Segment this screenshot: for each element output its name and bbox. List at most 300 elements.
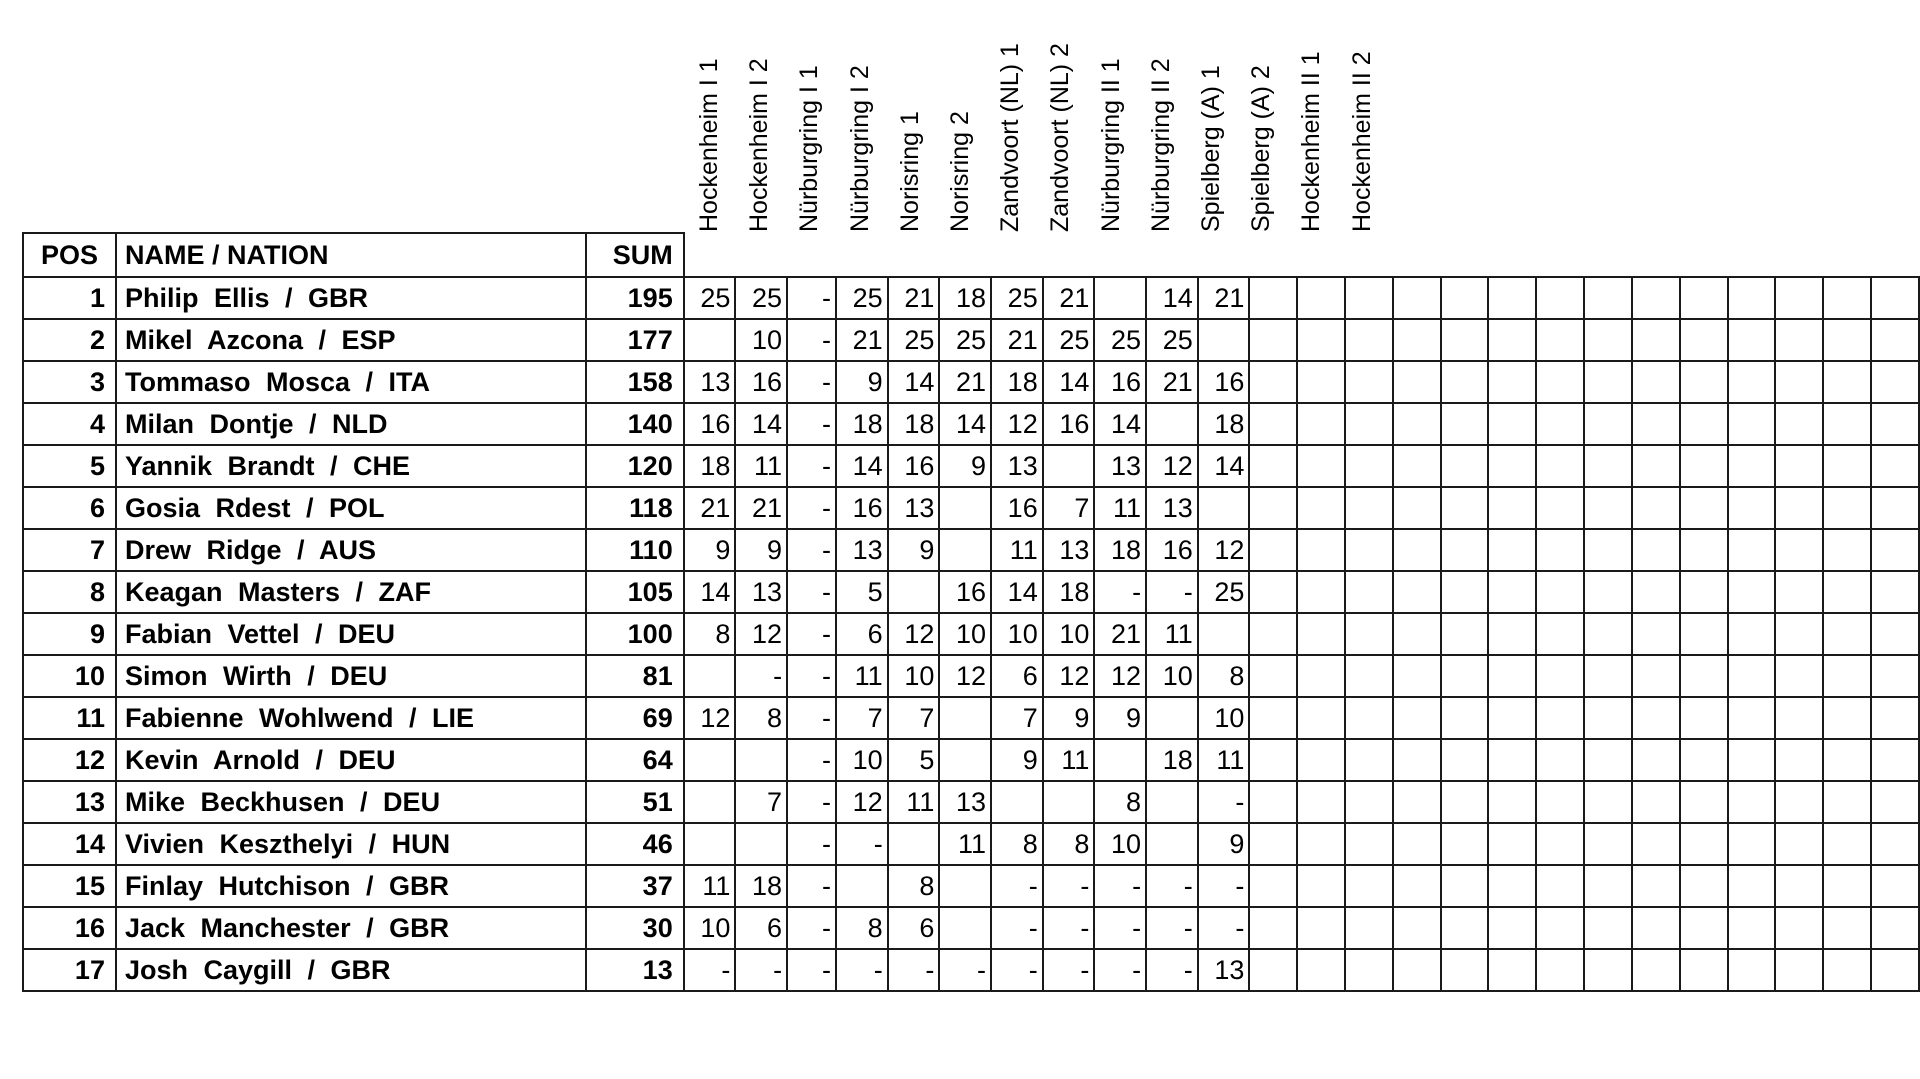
race-header-cell bbox=[735, 233, 787, 277]
race-result-cell: 7 bbox=[836, 697, 888, 739]
race-result-cell: 11 bbox=[1198, 739, 1250, 781]
race-result-cell bbox=[1823, 277, 1871, 319]
race-result-cell bbox=[1680, 487, 1728, 529]
race-result-cell bbox=[1345, 949, 1393, 991]
race-result-cell bbox=[888, 823, 940, 865]
race-result-cell bbox=[1775, 571, 1823, 613]
race-result-cell: - bbox=[1198, 781, 1250, 823]
race-column-label bbox=[1196, 32, 1230, 262]
race-result-cell: 12 bbox=[888, 613, 940, 655]
race-result-cell: 25 bbox=[991, 277, 1043, 319]
race-result-cell bbox=[1297, 907, 1345, 949]
driver-name-cell: Kevin Arnold / DEU bbox=[116, 739, 586, 781]
race-result-cell: 13 bbox=[888, 487, 940, 529]
race-result-cell: 21 bbox=[1043, 277, 1095, 319]
race-header-cell bbox=[1823, 233, 1871, 277]
race-result-cell bbox=[1297, 571, 1345, 613]
race-result-cell bbox=[1441, 697, 1489, 739]
race-result-cell bbox=[1297, 949, 1345, 991]
race-result-cell bbox=[1775, 403, 1823, 445]
race-result-cell bbox=[1297, 361, 1345, 403]
race-result-cell bbox=[1775, 361, 1823, 403]
race-result-cell bbox=[1871, 571, 1919, 613]
race-result-cell: - bbox=[787, 613, 836, 655]
race-result-cell bbox=[1584, 361, 1632, 403]
race-result-cell: 16 bbox=[888, 445, 940, 487]
race-result-cell: 8 bbox=[684, 613, 736, 655]
race-result-cell bbox=[1441, 655, 1489, 697]
race-result-cell: 7 bbox=[735, 781, 787, 823]
name-nation-header: NAME / NATION bbox=[116, 233, 586, 277]
position-cell: 8 bbox=[23, 571, 116, 613]
race-header-cell bbox=[1345, 233, 1393, 277]
race-result-cell: 14 bbox=[836, 445, 888, 487]
race-result-cell bbox=[1345, 571, 1393, 613]
race-result-cell bbox=[1680, 655, 1728, 697]
race-result-cell: 10 bbox=[735, 319, 787, 361]
driver-name-cell: Mikel Azcona / ESP bbox=[116, 319, 586, 361]
race-result-cell bbox=[1871, 445, 1919, 487]
race-header-cell bbox=[1584, 233, 1632, 277]
race-result-cell bbox=[1680, 445, 1728, 487]
race-result-cell bbox=[684, 823, 736, 865]
race-result-cell: 25 bbox=[888, 319, 940, 361]
race-column-label-text: Spielberg (A) 1 bbox=[1197, 65, 1225, 232]
race-result-cell: 21 bbox=[888, 277, 940, 319]
race-result-cell bbox=[1536, 403, 1584, 445]
position-cell: 11 bbox=[23, 697, 116, 739]
race-result-cell: 25 bbox=[1094, 319, 1146, 361]
race-result-cell bbox=[1249, 487, 1297, 529]
race-result-cell bbox=[1536, 781, 1584, 823]
race-result-cell bbox=[1775, 445, 1823, 487]
race-column-label bbox=[945, 32, 979, 262]
race-result-cell bbox=[1728, 697, 1776, 739]
race-result-cell bbox=[1632, 823, 1680, 865]
race-result-cell: 13 bbox=[1094, 445, 1146, 487]
race-result-cell: 11 bbox=[1043, 739, 1095, 781]
race-result-cell bbox=[1536, 277, 1584, 319]
race-result-cell bbox=[1871, 781, 1919, 823]
race-result-cell bbox=[1728, 823, 1776, 865]
race-result-cell bbox=[1536, 655, 1584, 697]
race-result-cell bbox=[1632, 529, 1680, 571]
race-result-cell bbox=[1393, 487, 1441, 529]
race-result-cell bbox=[1297, 319, 1345, 361]
race-result-cell bbox=[1823, 487, 1871, 529]
race-result-cell: 12 bbox=[684, 697, 736, 739]
race-result-cell bbox=[1488, 823, 1536, 865]
race-result-cell bbox=[1823, 361, 1871, 403]
race-header-cell bbox=[1680, 233, 1728, 277]
points-sum-cell: 158 bbox=[586, 361, 684, 403]
race-result-cell bbox=[1775, 949, 1823, 991]
race-result-cell: - bbox=[1094, 949, 1146, 991]
race-header-cell bbox=[1043, 233, 1095, 277]
race-result-cell bbox=[1871, 865, 1919, 907]
race-result-cell bbox=[1297, 445, 1345, 487]
race-result-cell bbox=[1297, 823, 1345, 865]
race-result-cell: - bbox=[991, 865, 1043, 907]
race-result-cell: 6 bbox=[836, 613, 888, 655]
race-result-cell bbox=[1488, 655, 1536, 697]
race-result-cell bbox=[1249, 697, 1297, 739]
race-result-cell: 18 bbox=[939, 277, 991, 319]
position-cell: 1 bbox=[23, 277, 116, 319]
race-result-cell bbox=[1249, 823, 1297, 865]
race-result-cell bbox=[1871, 949, 1919, 991]
race-result-cell bbox=[1728, 403, 1776, 445]
race-result-cell bbox=[1728, 907, 1776, 949]
race-result-cell: - bbox=[787, 571, 836, 613]
race-result-cell bbox=[1775, 823, 1823, 865]
table-row bbox=[23, 865, 1919, 907]
race-result-cell: 10 bbox=[684, 907, 736, 949]
race-result-cell bbox=[1393, 781, 1441, 823]
race-result-cell bbox=[1249, 319, 1297, 361]
race-result-cell: 14 bbox=[1198, 445, 1250, 487]
race-result-cell bbox=[1823, 613, 1871, 655]
race-result-cell bbox=[1823, 823, 1871, 865]
race-result-cell bbox=[1488, 487, 1536, 529]
position-cell: 16 bbox=[23, 907, 116, 949]
race-result-cell: 25 bbox=[735, 277, 787, 319]
race-result-cell bbox=[1632, 361, 1680, 403]
race-result-cell: 18 bbox=[991, 361, 1043, 403]
race-result-cell: - bbox=[787, 319, 836, 361]
race-result-cell bbox=[1823, 949, 1871, 991]
sum-header: SUM bbox=[586, 233, 684, 277]
race-column-label bbox=[1347, 32, 1381, 262]
race-result-cell bbox=[1393, 571, 1441, 613]
race-result-cell: 12 bbox=[836, 781, 888, 823]
race-result-cell bbox=[1632, 697, 1680, 739]
race-result-cell bbox=[1584, 445, 1632, 487]
race-result-cell bbox=[1345, 613, 1393, 655]
race-result-cell bbox=[1345, 319, 1393, 361]
race-result-cell: 11 bbox=[1146, 613, 1198, 655]
race-result-cell bbox=[1871, 529, 1919, 571]
race-header-cell bbox=[1871, 233, 1919, 277]
race-result-cell: 21 bbox=[684, 487, 736, 529]
race-result-cell bbox=[1393, 529, 1441, 571]
race-result-cell: 9 bbox=[1198, 823, 1250, 865]
race-result-cell bbox=[1488, 865, 1536, 907]
race-column-label-text: Norisring 1 bbox=[895, 111, 924, 232]
race-result-cell: 9 bbox=[735, 529, 787, 571]
race-column-label bbox=[794, 32, 828, 262]
race-header-cell bbox=[888, 233, 940, 277]
race-result-cell bbox=[1345, 655, 1393, 697]
race-result-cell: 9 bbox=[684, 529, 736, 571]
race-column-label bbox=[744, 32, 778, 262]
race-result-cell bbox=[1297, 613, 1345, 655]
race-result-cell bbox=[1441, 529, 1489, 571]
race-result-cell bbox=[939, 865, 991, 907]
race-result-cell: 18 bbox=[1146, 739, 1198, 781]
race-result-cell bbox=[1680, 949, 1728, 991]
race-result-cell bbox=[1488, 277, 1536, 319]
race-result-cell: 9 bbox=[1094, 697, 1146, 739]
race-result-cell: - bbox=[1146, 865, 1198, 907]
race-result-cell bbox=[1728, 277, 1776, 319]
position-cell: 4 bbox=[23, 403, 116, 445]
race-result-cell bbox=[1297, 529, 1345, 571]
points-sum-cell: 120 bbox=[586, 445, 684, 487]
race-result-cell: 9 bbox=[836, 361, 888, 403]
race-result-cell bbox=[1728, 319, 1776, 361]
race-result-cell bbox=[1584, 739, 1632, 781]
race-result-cell bbox=[1680, 865, 1728, 907]
table-header-row bbox=[23, 233, 1919, 277]
points-sum-cell: 105 bbox=[586, 571, 684, 613]
race-result-cell: - bbox=[787, 655, 836, 697]
race-result-cell: 18 bbox=[684, 445, 736, 487]
race-result-cell bbox=[1249, 949, 1297, 991]
race-result-cell: 25 bbox=[836, 277, 888, 319]
race-result-cell: 9 bbox=[939, 445, 991, 487]
driver-name-cell: Tommaso Mosca / ITA bbox=[116, 361, 586, 403]
race-result-cell bbox=[1441, 949, 1489, 991]
race-result-cell bbox=[1345, 739, 1393, 781]
race-result-cell: 13 bbox=[684, 361, 736, 403]
race-result-cell: 10 bbox=[836, 739, 888, 781]
race-result-cell: 18 bbox=[888, 403, 940, 445]
race-result-cell: - bbox=[836, 949, 888, 991]
race-result-cell bbox=[1488, 529, 1536, 571]
race-result-cell bbox=[1728, 361, 1776, 403]
race-result-cell: 11 bbox=[735, 445, 787, 487]
race-result-cell bbox=[1728, 781, 1776, 823]
race-result-cell bbox=[1584, 277, 1632, 319]
table-row bbox=[23, 277, 1919, 319]
points-sum-cell: 69 bbox=[586, 697, 684, 739]
points-sum-cell: 30 bbox=[586, 907, 684, 949]
race-result-cell bbox=[1775, 655, 1823, 697]
race-result-cell: - bbox=[1146, 949, 1198, 991]
race-result-cell bbox=[939, 739, 991, 781]
race-column-headers bbox=[0, 0, 1920, 262]
race-result-cell: 8 bbox=[1094, 781, 1146, 823]
race-result-cell bbox=[1775, 319, 1823, 361]
race-result-cell bbox=[1393, 277, 1441, 319]
race-result-cell: - bbox=[1198, 907, 1250, 949]
race-result-cell: - bbox=[735, 949, 787, 991]
race-result-cell: - bbox=[787, 277, 836, 319]
race-result-cell: - bbox=[991, 949, 1043, 991]
race-result-cell bbox=[1393, 613, 1441, 655]
race-result-cell bbox=[1871, 907, 1919, 949]
race-result-cell bbox=[1043, 445, 1095, 487]
race-result-cell bbox=[1584, 823, 1632, 865]
race-result-cell: 25 bbox=[1198, 571, 1250, 613]
race-result-cell bbox=[836, 865, 888, 907]
race-result-cell: 21 bbox=[1198, 277, 1250, 319]
race-result-cell bbox=[1584, 655, 1632, 697]
race-column-label bbox=[1246, 32, 1280, 262]
position-cell: 14 bbox=[23, 823, 116, 865]
race-result-cell bbox=[1249, 655, 1297, 697]
race-result-cell bbox=[1871, 487, 1919, 529]
race-result-cell bbox=[1345, 403, 1393, 445]
race-result-cell bbox=[1871, 823, 1919, 865]
race-column-label-text: Nürburgring I 1 bbox=[795, 65, 824, 232]
race-column-label-text: Hockenheim II 1 bbox=[1297, 51, 1326, 232]
race-result-cell bbox=[1632, 487, 1680, 529]
race-result-cell bbox=[1584, 865, 1632, 907]
race-result-cell bbox=[684, 319, 736, 361]
race-result-cell bbox=[1728, 739, 1776, 781]
race-result-cell bbox=[1345, 277, 1393, 319]
race-result-cell bbox=[1146, 781, 1198, 823]
position-cell: 15 bbox=[23, 865, 116, 907]
race-result-cell bbox=[1632, 739, 1680, 781]
race-result-cell: 16 bbox=[836, 487, 888, 529]
standings-table bbox=[22, 232, 1920, 992]
race-result-cell bbox=[1488, 613, 1536, 655]
race-result-cell: 10 bbox=[888, 655, 940, 697]
race-result-cell: 16 bbox=[991, 487, 1043, 529]
race-result-cell bbox=[1536, 739, 1584, 781]
race-result-cell bbox=[1823, 865, 1871, 907]
race-column-label bbox=[1096, 32, 1130, 262]
race-result-cell: 9 bbox=[1043, 697, 1095, 739]
race-column-label-text: Zandvoort (NL) 1 bbox=[996, 43, 1025, 232]
race-result-cell bbox=[1728, 445, 1776, 487]
race-result-cell: 14 bbox=[939, 403, 991, 445]
race-result-cell bbox=[1043, 781, 1095, 823]
race-result-cell bbox=[1249, 571, 1297, 613]
race-result-cell: 16 bbox=[735, 361, 787, 403]
race-result-cell bbox=[1871, 739, 1919, 781]
race-result-cell: 13 bbox=[1043, 529, 1095, 571]
race-result-cell bbox=[1441, 319, 1489, 361]
race-result-cell: 8 bbox=[1198, 655, 1250, 697]
race-result-cell bbox=[1536, 571, 1584, 613]
race-result-cell bbox=[1536, 907, 1584, 949]
race-header-cell bbox=[787, 233, 836, 277]
driver-name-cell: Mike Beckhusen / DEU bbox=[116, 781, 586, 823]
race-result-cell bbox=[1488, 697, 1536, 739]
race-result-cell: 10 bbox=[1198, 697, 1250, 739]
race-result-cell bbox=[1632, 907, 1680, 949]
race-result-cell bbox=[1345, 781, 1393, 823]
race-result-cell bbox=[1680, 403, 1728, 445]
race-result-cell: 10 bbox=[1094, 823, 1146, 865]
race-result-cell bbox=[735, 739, 787, 781]
race-result-cell bbox=[1536, 697, 1584, 739]
race-result-cell bbox=[1198, 319, 1250, 361]
points-sum-cell: 140 bbox=[586, 403, 684, 445]
points-sum-cell: 51 bbox=[586, 781, 684, 823]
race-result-cell bbox=[1728, 487, 1776, 529]
race-result-cell: - bbox=[787, 739, 836, 781]
driver-name-cell: Milan Dontje / NLD bbox=[116, 403, 586, 445]
race-result-cell bbox=[1441, 823, 1489, 865]
race-result-cell bbox=[1823, 697, 1871, 739]
driver-name-cell: Vivien Keszthelyi / HUN bbox=[116, 823, 586, 865]
race-result-cell bbox=[1775, 739, 1823, 781]
driver-name-cell: Finlay Hutchison / GBR bbox=[116, 865, 586, 907]
race-column-label bbox=[1045, 32, 1079, 262]
race-result-cell bbox=[1728, 571, 1776, 613]
race-result-cell: 13 bbox=[735, 571, 787, 613]
race-result-cell bbox=[1249, 865, 1297, 907]
race-result-cell bbox=[1680, 907, 1728, 949]
race-header-cell bbox=[1775, 233, 1823, 277]
race-result-cell bbox=[1488, 571, 1536, 613]
driver-name-cell: Josh Caygill / GBR bbox=[116, 949, 586, 991]
race-result-cell bbox=[1249, 361, 1297, 403]
driver-name-cell: Yannik Brandt / CHE bbox=[116, 445, 586, 487]
points-sum-cell: 13 bbox=[586, 949, 684, 991]
table-row bbox=[23, 361, 1919, 403]
race-result-cell bbox=[1536, 613, 1584, 655]
race-result-cell bbox=[1094, 277, 1146, 319]
race-result-cell bbox=[1393, 907, 1441, 949]
race-result-cell: 21 bbox=[735, 487, 787, 529]
race-result-cell: 10 bbox=[991, 613, 1043, 655]
race-result-cell bbox=[1297, 487, 1345, 529]
race-result-cell bbox=[1536, 529, 1584, 571]
race-result-cell: 11 bbox=[939, 823, 991, 865]
race-result-cell bbox=[1146, 823, 1198, 865]
race-result-cell bbox=[1775, 487, 1823, 529]
race-header-cell bbox=[939, 233, 991, 277]
race-result-cell bbox=[1632, 865, 1680, 907]
race-result-cell: 11 bbox=[1094, 487, 1146, 529]
race-result-cell bbox=[1297, 865, 1345, 907]
race-result-cell: - bbox=[787, 529, 836, 571]
race-result-cell: - bbox=[787, 403, 836, 445]
race-result-cell: 8 bbox=[735, 697, 787, 739]
race-result-cell: - bbox=[1146, 907, 1198, 949]
race-result-cell: 10 bbox=[939, 613, 991, 655]
driver-name-cell: Keagan Masters / ZAF bbox=[116, 571, 586, 613]
table-row bbox=[23, 739, 1919, 781]
position-cell: 3 bbox=[23, 361, 116, 403]
race-result-cell: - bbox=[684, 949, 736, 991]
race-result-cell: 12 bbox=[991, 403, 1043, 445]
race-result-cell bbox=[1441, 277, 1489, 319]
race-result-cell: 13 bbox=[836, 529, 888, 571]
race-result-cell bbox=[1584, 613, 1632, 655]
race-result-cell: - bbox=[787, 445, 836, 487]
table-row bbox=[23, 613, 1919, 655]
race-result-cell: 13 bbox=[991, 445, 1043, 487]
table-row bbox=[23, 907, 1919, 949]
race-header-cell bbox=[1297, 233, 1345, 277]
race-column-label-text: Nürburgring II 2 bbox=[1146, 58, 1175, 232]
race-result-cell bbox=[1441, 907, 1489, 949]
race-result-cell bbox=[1393, 865, 1441, 907]
race-column-label bbox=[845, 32, 879, 262]
race-result-cell bbox=[1393, 697, 1441, 739]
driver-name-cell: Fabian Vettel / DEU bbox=[116, 613, 586, 655]
race-result-cell: 11 bbox=[836, 655, 888, 697]
race-result-cell bbox=[1198, 487, 1250, 529]
race-result-cell bbox=[1441, 781, 1489, 823]
race-result-cell: - bbox=[787, 487, 836, 529]
points-sum-cell: 81 bbox=[586, 655, 684, 697]
race-result-cell bbox=[1632, 613, 1680, 655]
race-result-cell: 13 bbox=[1198, 949, 1250, 991]
race-result-cell bbox=[991, 781, 1043, 823]
race-result-cell bbox=[1632, 319, 1680, 361]
race-result-cell bbox=[1488, 403, 1536, 445]
race-result-cell bbox=[1249, 403, 1297, 445]
race-result-cell bbox=[1728, 865, 1776, 907]
